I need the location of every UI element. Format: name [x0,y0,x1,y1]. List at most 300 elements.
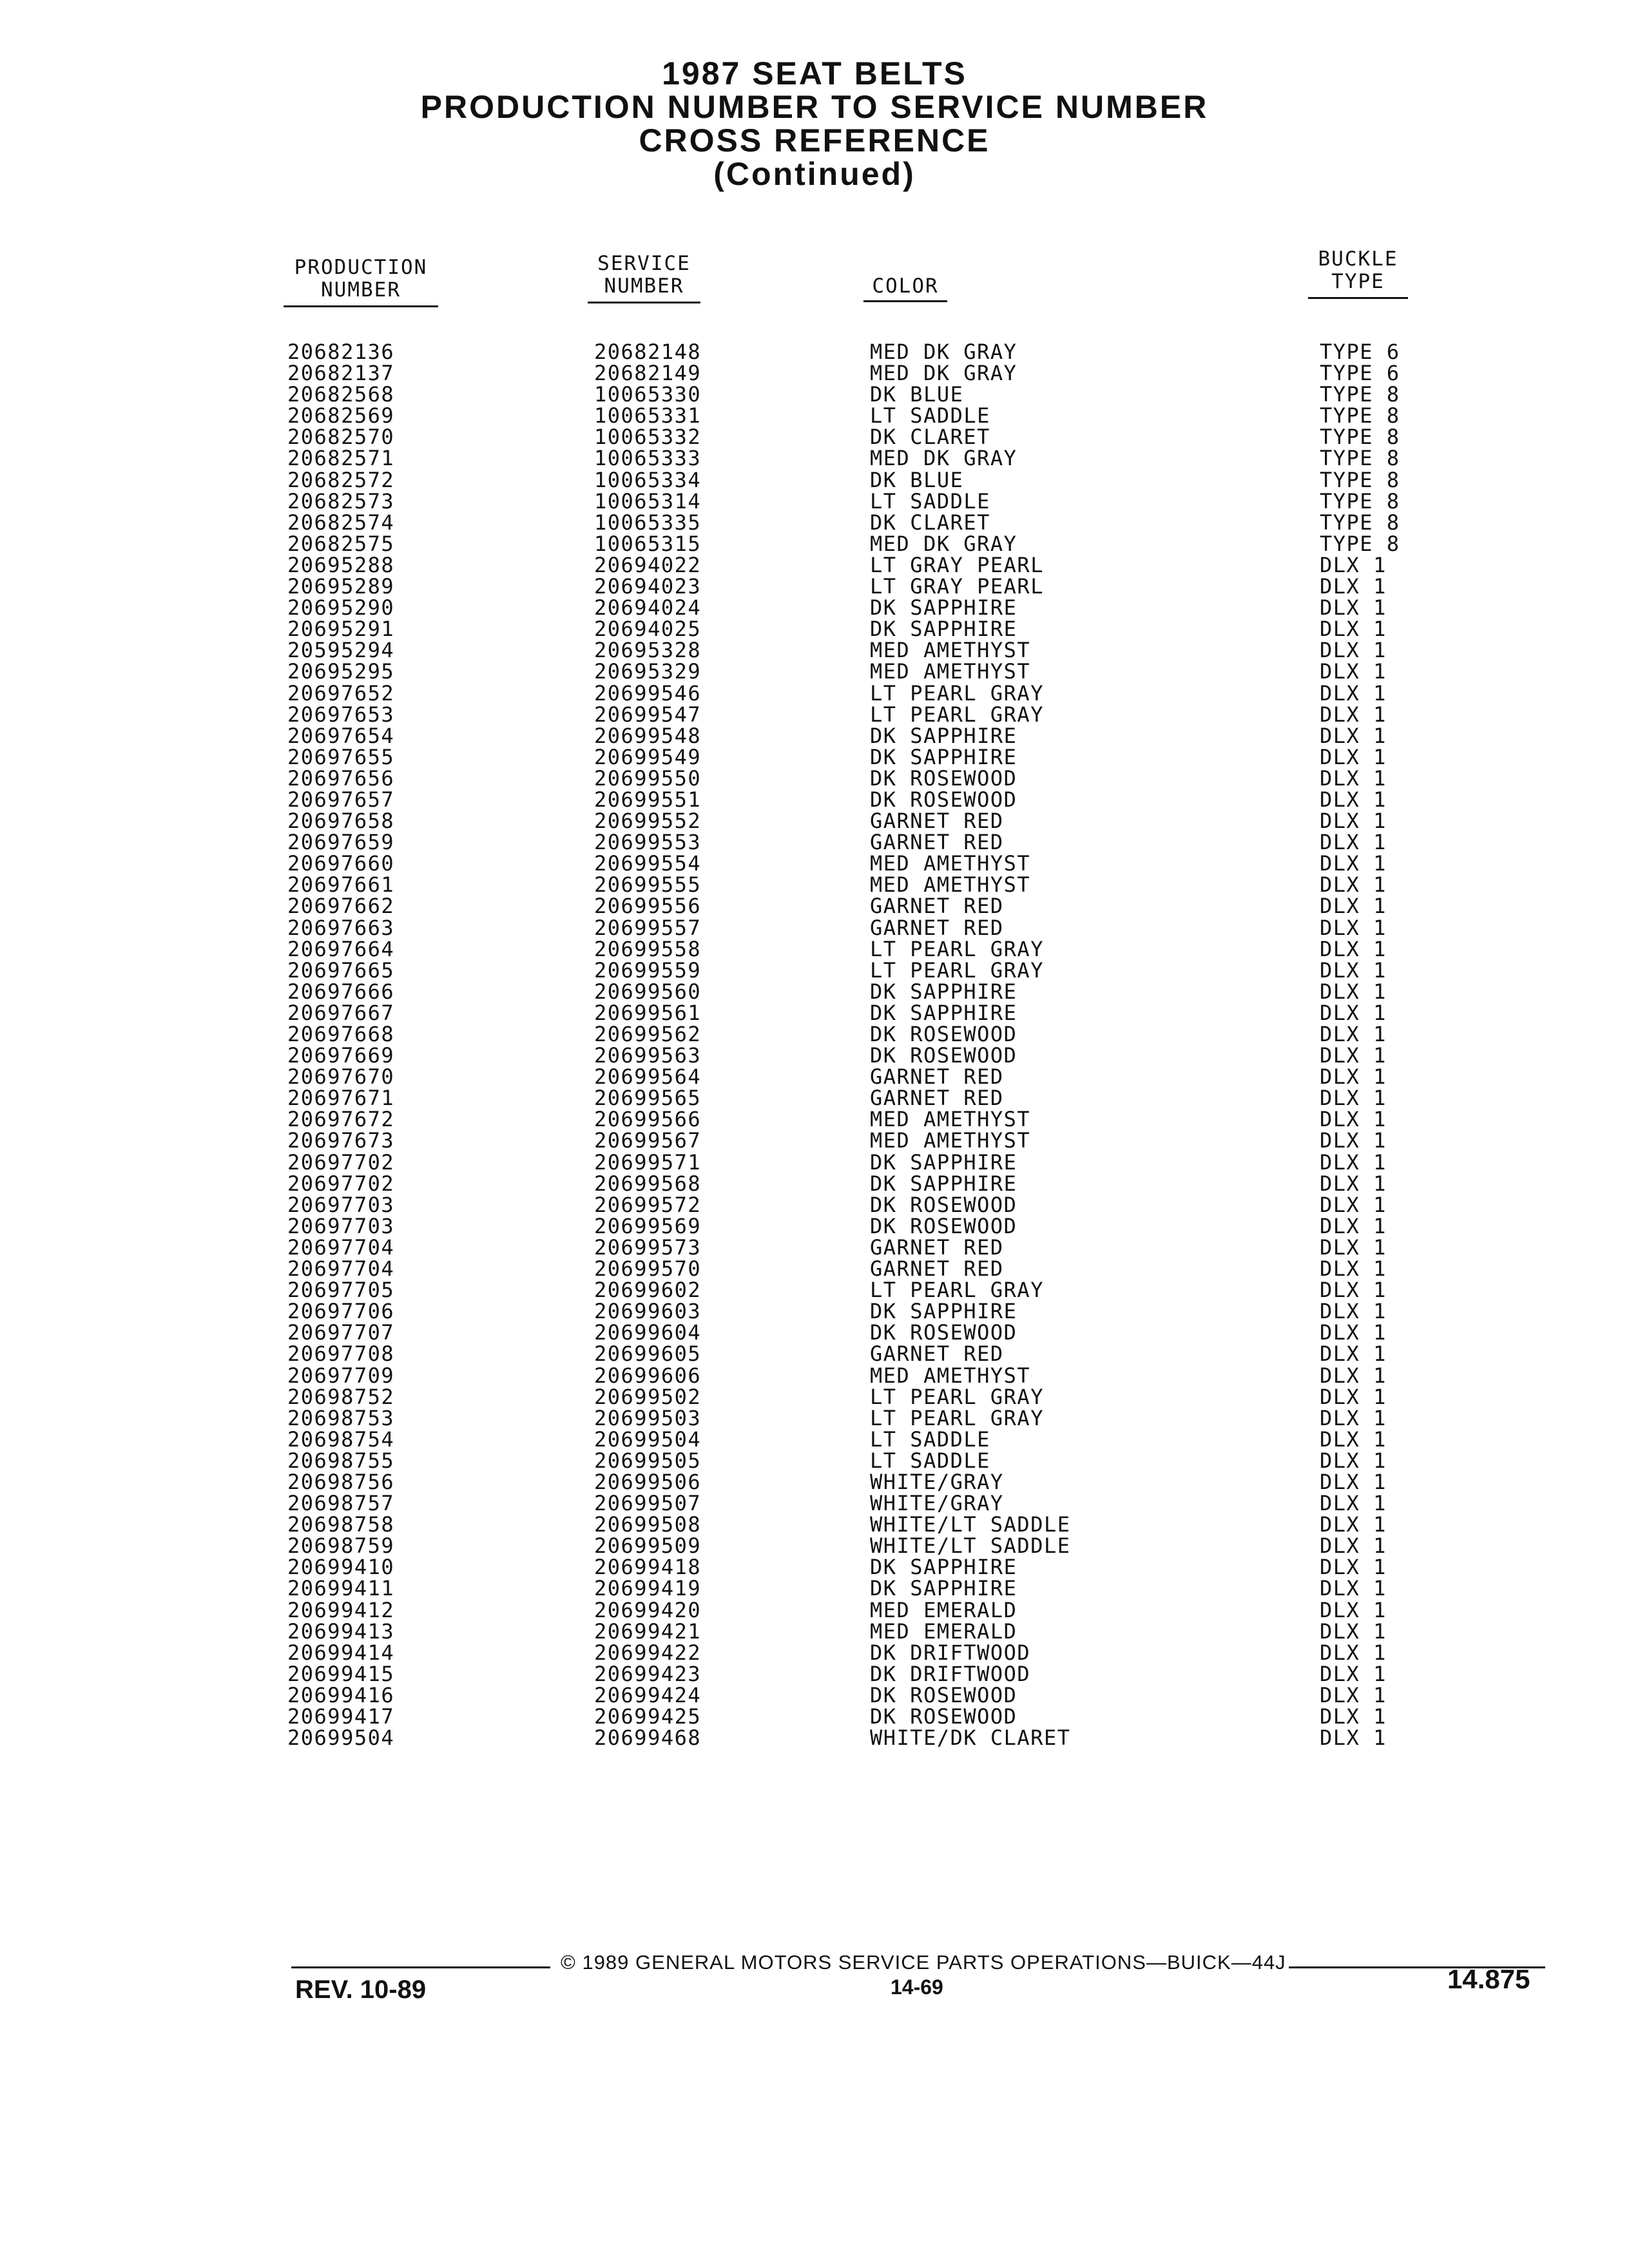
buckle-type-cell: TYPE 8 [1320,382,1400,407]
service-number-cell: 20694023 [594,574,702,599]
production-number-cell: 20695290 [287,595,395,620]
table-row [0,896,1629,917]
service-number-cell: 20699418 [594,1555,702,1580]
production-number-cell: 20697709 [287,1363,395,1388]
buckle-type-cell: DLX 1 [1320,1597,1387,1622]
buckle-type-cell: DLX 1 [1320,1448,1387,1473]
production-number-cell: 20682136 [287,340,395,364]
table-row [0,552,1629,577]
color-cell: DK SAPPHIRE [870,1000,1017,1025]
service-number-cell: 20699468 [594,1725,702,1751]
buckle-type-cell: DLX 1 [1320,1619,1387,1644]
buckle-type-cell: DLX 1 [1320,1469,1387,1494]
production-number-cell: 20697658 [287,809,395,834]
header-service [588,253,700,298]
production-number-cell: 20699414 [287,1640,395,1665]
table-row [0,1066,1629,1088]
table-row [0,1322,1629,1343]
table-row [0,363,1629,384]
service-number-cell: 20699561 [594,1000,702,1025]
buckle-type-cell: DLX 1 [1320,702,1387,727]
color-cell: DK BLUE [870,382,964,407]
production-number-cell: 20697673 [287,1128,395,1153]
service-number-cell: 20699606 [594,1363,702,1388]
table-row [0,427,1629,448]
buckle-type-cell: DLX 1 [1320,872,1387,898]
color-cell: DK SAPPHIRE [870,1576,1017,1601]
buckle-type-cell: DLX 1 [1320,1491,1387,1516]
service-number-cell: 20699508 [594,1512,702,1537]
service-number-cell: 20699547 [594,702,702,727]
service-number-cell: 20699555 [594,872,702,898]
color-cell: DK ROSEWOOD [870,1704,1017,1729]
table-row [0,723,1629,748]
color-cell: MED AMETHYST [870,1107,1031,1132]
production-number-cell: 20682572 [287,467,395,492]
header-production-line1: PRODUCTION [294,256,428,279]
color-cell: MED AMETHYST [870,638,1031,663]
production-number-cell: 20682570 [287,425,395,450]
service-number-cell: 20694022 [594,552,702,577]
production-number-cell: 20699416 [287,1682,395,1707]
service-number-cell: 20699564 [594,1064,702,1090]
service-number-cell: 20699602 [594,1278,702,1303]
production-number-cell: 20697654 [287,723,395,748]
table-row [0,384,1629,405]
table-row [0,1557,1629,1578]
table-row [0,957,1629,983]
color-cell: LT GRAY PEARL [870,574,1044,599]
table-row [0,680,1629,706]
color-cell: LT SADDLE [870,1427,990,1452]
buckle-type-cell: TYPE 6 [1320,340,1400,364]
production-number-cell: 20697703 [287,1213,395,1238]
header-production [284,256,438,302]
production-number-cell: 20697666 [287,979,395,1004]
buckle-type-cell: DLX 1 [1320,1235,1387,1260]
production-number-cell: 20699413 [287,1619,395,1644]
table-row [0,1621,1629,1642]
production-number-cell: 20699412 [287,1597,395,1622]
production-number-cell: 20697705 [287,1278,395,1303]
color-cell: GARNET RED [870,1064,1004,1090]
buckle-type-cell: TYPE 8 [1320,510,1400,535]
color-cell: DK CLARET [870,425,990,450]
color-cell: DK SAPPHIRE [870,1299,1017,1324]
header-service-line1: SERVICE [597,252,691,275]
buckle-type-cell: DLX 1 [1320,1661,1387,1686]
buckle-type-cell: DLX 1 [1320,1086,1387,1111]
table-row [0,597,1629,619]
production-number-cell: 20697704 [287,1235,395,1260]
service-number-cell: 20699505 [594,1448,702,1473]
table-row [0,576,1629,597]
production-number-cell: 20698756 [287,1469,395,1494]
production-number-cell: 20682569 [287,403,395,428]
footer-copyright: © 1989 GENERAL MOTORS SERVICE PARTS OPERATIONS—BUICK—44J [561,1951,1286,1974]
buckle-type-cell: DLX 1 [1320,1043,1387,1068]
color-cell: LT PEARL GRAY [870,1278,1044,1303]
color-cell: MED AMETHYST [870,1363,1031,1388]
service-number-cell: 20695329 [594,659,702,684]
table-row [0,1514,1629,1535]
service-number-cell: 20699421 [594,1619,702,1644]
buckle-type-cell: DLX 1 [1320,979,1387,1004]
color-cell: GARNET RED [870,1256,1004,1282]
buckle-type-cell: TYPE 8 [1320,425,1400,450]
color-cell: MED AMETHYST [870,1128,1031,1153]
service-number-cell: 20699604 [594,1320,702,1345]
production-number-cell: 20698752 [287,1384,395,1409]
table-row [0,789,1629,811]
color-cell: GARNET RED [870,809,1004,834]
buckle-type-cell: DLX 1 [1320,574,1387,599]
footer-section-number: 14.875 [1447,1964,1530,1994]
buckle-type-cell: TYPE 8 [1320,531,1400,556]
production-number-cell: 20699410 [287,1555,395,1580]
service-number-cell: 20699563 [594,1043,702,1068]
service-number-cell: 20699559 [594,957,702,983]
production-number-cell: 20695288 [287,552,395,577]
header-buckle-line2: TYPE [1331,270,1385,293]
service-number-cell: 20699566 [594,1107,702,1132]
table-row [0,1706,1629,1727]
color-cell: WHITE/DK CLARET [870,1725,1071,1751]
service-number-cell: 20699548 [594,723,702,748]
service-number-cell: 20694024 [594,595,702,620]
buckle-type-cell: DLX 1 [1320,1064,1387,1090]
buckle-type-cell: DLX 1 [1320,1022,1387,1046]
table-row [0,1365,1629,1387]
service-number-cell: 20699424 [594,1682,702,1707]
color-cell: MED AMETHYST [870,851,1031,876]
production-number-cell: 20697668 [287,1022,395,1046]
table-row [0,533,1629,555]
color-cell: DK DRIFTWOOD [870,1640,1031,1665]
production-number-cell: 20697661 [287,872,395,898]
production-number-cell: 20698754 [287,1427,395,1452]
service-number-cell: 20699502 [594,1384,702,1409]
table-row [0,1088,1629,1109]
service-number-cell: 20699553 [594,830,702,855]
service-number-cell: 20699509 [594,1533,702,1559]
buckle-type-cell: DLX 1 [1320,744,1387,769]
table-row [0,1130,1629,1151]
color-cell: GARNET RED [870,1235,1004,1260]
color-cell: DK ROSEWOOD [870,1022,1017,1046]
header-color-label: COLOR [872,274,939,298]
service-number-cell: 20699557 [594,915,702,940]
service-number-cell: 20699546 [594,680,702,706]
color-cell: DK SAPPHIRE [870,723,1017,748]
color-cell: MED AMETHYST [870,659,1031,684]
table-row [0,1682,1629,1707]
buckle-type-cell: DLX 1 [1320,830,1387,855]
production-number-cell: 20697672 [287,1107,395,1132]
color-cell: LT SADDLE [870,1448,990,1473]
buckle-type-cell: DLX 1 [1320,1640,1387,1665]
table-row [0,1149,1629,1175]
service-number-cell: 20699562 [594,1022,702,1046]
production-number-cell: 20697704 [287,1256,395,1282]
buckle-type-cell: DLX 1 [1320,1299,1387,1324]
header-service-line2: NUMBER [604,274,684,298]
header-service-underline [588,302,700,303]
table-row [0,1493,1629,1514]
table-row [0,1661,1629,1686]
production-number-cell: 20697656 [287,765,395,791]
service-number-cell: 20699506 [594,1469,702,1494]
production-number-cell: 20698758 [287,1512,395,1537]
buckle-type-cell: DLX 1 [1320,1341,1387,1367]
table-row [0,811,1629,832]
buckle-type-cell: DLX 1 [1320,1384,1387,1409]
buckle-type-cell: DLX 1 [1320,595,1387,620]
header-color-underline [863,300,947,302]
table-row [0,744,1629,769]
header-buckle [1308,248,1408,293]
table-row [0,640,1629,661]
buckle-type-cell: DLX 1 [1320,1512,1387,1537]
service-number-cell: 20699603 [594,1299,702,1324]
table-row [0,1045,1629,1066]
color-cell: LT SADDLE [870,488,990,514]
color-cell: MED DK GRAY [870,361,1017,386]
table-row [0,488,1629,514]
color-cell: WHITE/LT SADDLE [870,1533,1071,1559]
production-number-cell: 20695291 [287,617,395,642]
buckle-type-cell: DLX 1 [1320,957,1387,983]
color-cell: DK ROSEWOOD [870,1213,1017,1238]
footer-revision: REV. 10-89 [295,1975,427,2004]
service-number-cell: 20699420 [594,1597,702,1622]
buckle-type-cell: DLX 1 [1320,936,1387,961]
color-cell: DK ROSEWOOD [870,787,1017,812]
table-row [0,981,1629,1003]
title-line-4: (Continued) [713,156,916,192]
production-number-cell: 20697653 [287,702,395,727]
production-number-cell: 20697662 [287,894,395,919]
header-buckle-line1: BUCKLE [1318,247,1398,271]
service-number-cell: 10065333 [594,446,702,471]
color-cell: MED AMETHYST [870,872,1031,898]
production-number-cell: 20682137 [287,361,395,386]
table-row [0,832,1629,853]
production-number-cell: 20698753 [287,1405,395,1430]
service-number-cell: 10065330 [594,382,702,407]
color-cell: MED DK GRAY [870,531,1017,556]
service-number-cell: 10065315 [594,531,702,556]
production-number-cell: 20697702 [287,1171,395,1196]
table-row [0,1642,1629,1664]
table-row [0,853,1629,874]
buckle-type-cell: DLX 1 [1320,1704,1387,1729]
color-cell: LT PEARL GRAY [870,957,1044,983]
color-cell: MED EMERALD [870,1619,1017,1644]
color-cell: DK CLARET [870,510,990,535]
color-cell: GARNET RED [870,1341,1004,1367]
service-number-cell: 10065331 [594,403,702,428]
color-cell: DK SAPPHIRE [870,1171,1017,1196]
service-number-cell: 20699560 [594,979,702,1004]
service-number-cell: 20699572 [594,1192,702,1217]
production-number-cell: 20697652 [287,680,395,706]
table-row [0,448,1629,469]
color-cell: LT GRAY PEARL [870,552,1044,577]
table-row [0,915,1629,940]
service-number-cell: 20699551 [594,787,702,812]
color-cell: GARNET RED [870,830,1004,855]
production-number-cell: 20697657 [287,787,395,812]
production-number-cell: 20698757 [287,1491,395,1516]
buckle-type-cell: DLX 1 [1320,1278,1387,1303]
service-number-cell: 20699558 [594,936,702,961]
buckle-type-cell: DLX 1 [1320,1725,1387,1751]
production-number-cell: 20682571 [287,446,395,471]
color-cell: WHITE/LT SADDLE [870,1512,1071,1537]
production-number-cell: 20699504 [287,1725,395,1751]
service-number-cell: 20699425 [594,1704,702,1729]
table-row [0,405,1629,427]
production-number-cell: 20682575 [287,531,395,556]
service-number-cell: 20699422 [594,1640,702,1665]
table-row [0,1597,1629,1622]
production-number-cell: 20697707 [287,1320,395,1345]
production-number-cell: 20697702 [287,1149,395,1175]
color-cell: MED EMERALD [870,1597,1017,1622]
production-number-cell: 20697703 [287,1192,395,1217]
production-number-cell: 20697664 [287,936,395,961]
color-cell: MED DK GRAY [870,340,1017,364]
table-row [0,467,1629,492]
production-number-cell: 20697708 [287,1341,395,1367]
production-number-cell: 20698755 [287,1448,395,1473]
buckle-type-cell: DLX 1 [1320,617,1387,642]
service-number-cell: 20682148 [594,340,702,364]
production-number-cell: 20595294 [287,638,395,663]
service-number-cell: 20699552 [594,809,702,834]
buckle-type-cell: DLX 1 [1320,680,1387,706]
buckle-type-cell: DLX 1 [1320,1256,1387,1282]
buckle-type-cell: DLX 1 [1320,894,1387,919]
production-number-cell: 20699417 [287,1704,395,1729]
service-number-cell: 10065335 [594,510,702,535]
buckle-type-cell: DLX 1 [1320,638,1387,663]
service-number-cell: 10065314 [594,488,702,514]
table-row [0,1258,1629,1280]
color-cell: DK ROSEWOOD [870,1682,1017,1707]
footer-rule-left [291,1966,550,1968]
buckle-type-cell: TYPE 8 [1320,467,1400,492]
buckle-type-cell: TYPE 8 [1320,446,1400,471]
color-cell: DK SAPPHIRE [870,744,1017,769]
buckle-type-cell: DLX 1 [1320,1427,1387,1452]
production-number-cell: 20697663 [287,915,395,940]
production-number-cell: 20697660 [287,851,395,876]
header-color [863,275,947,298]
service-number-cell: 20699554 [594,851,702,876]
table-row [0,1000,1629,1025]
service-number-cell: 20699423 [594,1661,702,1686]
service-number-cell: 20699507 [594,1491,702,1516]
table-row [0,1173,1629,1195]
production-number-cell: 20697659 [287,830,395,855]
buckle-type-cell: TYPE 8 [1320,403,1400,428]
service-number-cell: 20699568 [594,1171,702,1196]
production-number-cell: 20697670 [287,1064,395,1090]
table-row [0,765,1629,791]
table-row [0,1727,1629,1749]
service-number-cell: 20682149 [594,361,702,386]
production-number-cell: 20682568 [287,382,395,407]
service-number-cell: 20699573 [594,1235,702,1260]
page-title [0,57,1629,191]
buckle-type-cell: DLX 1 [1320,1213,1387,1238]
title-line-3: CROSS REFERENCE [639,122,990,159]
table-row [0,341,1629,363]
buckle-type-cell: DLX 1 [1320,1192,1387,1217]
production-number-cell: 20697655 [287,744,395,769]
production-number-cell: 20695289 [287,574,395,599]
buckle-type-cell: DLX 1 [1320,765,1387,791]
color-cell: DK ROSEWOOD [870,1320,1017,1345]
color-cell: DK SAPPHIRE [870,979,1017,1004]
color-cell: DK SAPPHIRE [870,617,1017,642]
buckle-type-cell: DLX 1 [1320,1128,1387,1153]
buckle-type-cell: DLX 1 [1320,1363,1387,1388]
table-row [0,661,1629,682]
buckle-type-cell: DLX 1 [1320,851,1387,876]
color-cell: DK SAPPHIRE [870,1555,1017,1580]
service-number-cell: 10065332 [594,425,702,450]
buckle-type-cell: DLX 1 [1320,915,1387,940]
production-number-cell: 20682574 [287,510,395,535]
service-number-cell: 20699503 [594,1405,702,1430]
header-production-underline [284,305,438,307]
color-cell: GARNET RED [870,894,1004,919]
service-number-cell: 20694025 [594,617,702,642]
buckle-type-cell: DLX 1 [1320,552,1387,577]
footer-page-number: 14-69 [891,1975,943,1999]
buckle-type-cell: DLX 1 [1320,1405,1387,1430]
table-row [0,936,1629,961]
table-row [0,704,1629,726]
service-number-cell: 20699571 [594,1149,702,1175]
color-cell: DK BLUE [870,467,964,492]
color-cell: DK ROSEWOOD [870,1192,1017,1217]
table-row [0,1213,1629,1238]
color-cell: DK ROSEWOOD [870,1043,1017,1068]
production-number-cell: 20697665 [287,957,395,983]
header-buckle-underline [1308,297,1408,299]
buckle-type-cell: DLX 1 [1320,1682,1387,1707]
production-number-cell: 20697706 [287,1299,395,1324]
service-number-cell: 20699419 [594,1576,702,1601]
service-number-cell: 20695328 [594,638,702,663]
buckle-type-cell: DLX 1 [1320,1533,1387,1559]
table-row [0,1109,1629,1130]
service-number-cell: 20699567 [594,1128,702,1153]
color-cell: DK ROSEWOOD [870,765,1017,791]
table-row [0,1405,1629,1430]
production-number-cell: 20697667 [287,1000,395,1025]
header-production-line2: NUMBER [321,278,401,302]
table-row [0,1384,1629,1409]
buckle-type-cell: DLX 1 [1320,1320,1387,1345]
table-row [0,1578,1629,1599]
table-row [0,1192,1629,1217]
table-row [0,1024,1629,1045]
